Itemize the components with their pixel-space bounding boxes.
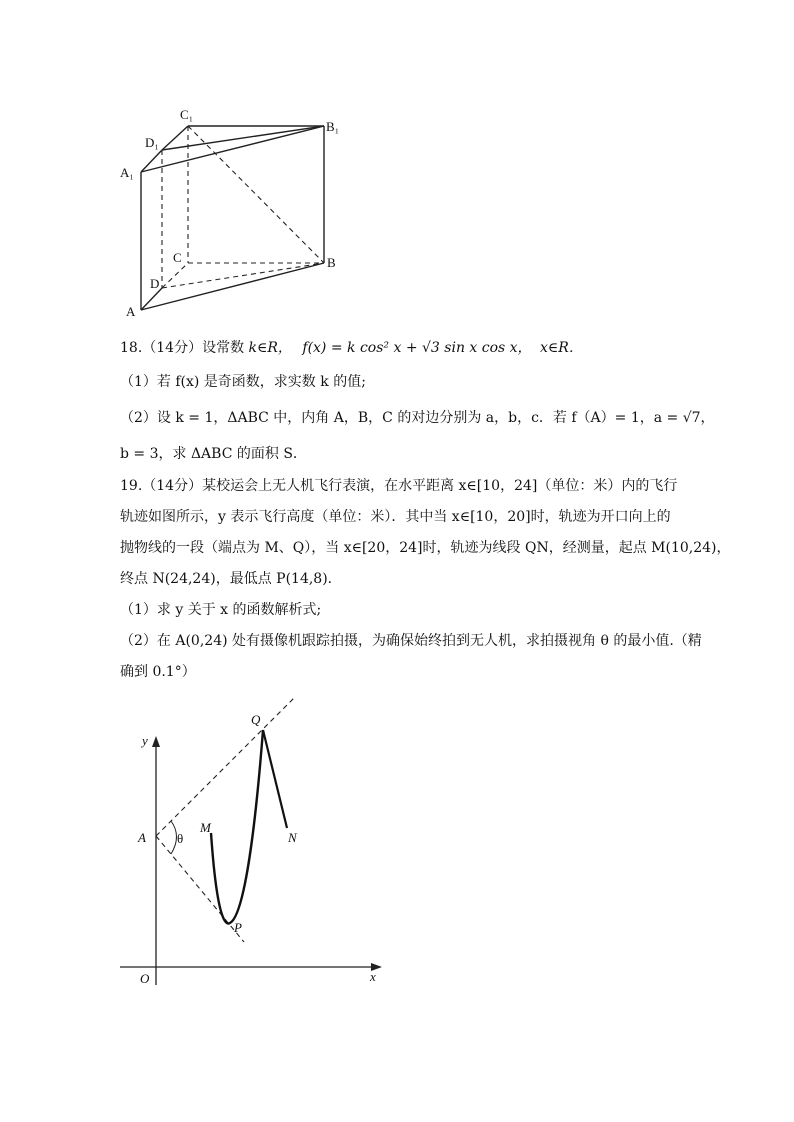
label-b: B <box>327 255 336 270</box>
label-a: A <box>138 830 146 845</box>
q18-k-in-r: k∈R， <box>248 340 292 356</box>
label-o: O <box>140 971 150 986</box>
label-a1: A₁ <box>120 165 134 180</box>
label-n: N <box>288 830 297 845</box>
label-theta: θ <box>177 831 184 846</box>
ray-a-p-dashed <box>156 836 244 942</box>
label-q: Q <box>251 712 261 727</box>
q19-line-4: 终点 N(24,24)，最低点 P(14,8)． <box>120 571 342 587</box>
label-d: D <box>150 276 160 291</box>
q18-fdef: f(x) = k cos² x + √3 sin x cos x， <box>302 340 532 356</box>
q18-part-2-cont: b = 3，求 ΔABC 的面积 S． <box>120 446 307 462</box>
q19-part-2-cont: 确到 0.1°） <box>120 664 196 680</box>
q18-head: 18.（14分）设常数 <box>120 340 245 356</box>
ray-a-q-dashed <box>156 698 294 836</box>
label-c: C <box>173 250 182 265</box>
trajectory-figure <box>120 690 390 995</box>
label-y: y <box>142 733 148 748</box>
label-d1: D₁ <box>145 135 159 150</box>
label-m: M <box>200 820 211 835</box>
trajectory-parabola <box>211 730 263 923</box>
label-p: P <box>234 920 242 935</box>
y-axis-arrow <box>152 736 160 747</box>
theta-arc <box>171 821 177 854</box>
q18-part-2: （2）设 k = 1，ΔABC 中，内角 A，B，C 的对边分别为 a，b，c．若 f（A）= 1，a = √7， <box>120 410 715 426</box>
edge-a-b <box>141 263 324 310</box>
q19-part-1: （1）求 y 关于 x 的函数解析式; <box>120 602 322 618</box>
q18-part-1: （1）若 f(x) 是奇函数，求实数 k 的值; <box>120 374 366 390</box>
diag-c1-b-hidden <box>188 126 324 263</box>
q19-line-2: 轨迹如图所示，y 表示飞行高度（单位：米）．其中当 x∈[10，20]时，轨迹为开口向上的 <box>120 509 671 525</box>
label-a: A <box>126 304 136 319</box>
prism-figure <box>110 100 360 325</box>
q18-x-in-r: x∈R． <box>540 340 583 356</box>
label-x: x <box>370 969 376 984</box>
q19-part-2: （2）在 A(0,24) 处有摄像机跟踪拍摄，为确保始终拍到无人机，求拍摄视角 θ 的最小值.（精 <box>120 633 702 649</box>
q18-line-1 <box>120 338 583 358</box>
trajectory-segment-qn <box>263 730 287 828</box>
q19-line-3: 抛物线的一段（端点为 M、Q），当 x∈[20，24]时，轨迹为线段 QN，经测量，起点 M(10,24)， <box>120 540 731 556</box>
q19-line-1: 19.（14分）某校运会上无人机飞行表演，在水平距离 x∈[10，24]（单位：米）内的飞行 <box>120 478 678 494</box>
label-b1: B₁ <box>326 119 340 134</box>
label-c1: C₁ <box>180 107 194 122</box>
